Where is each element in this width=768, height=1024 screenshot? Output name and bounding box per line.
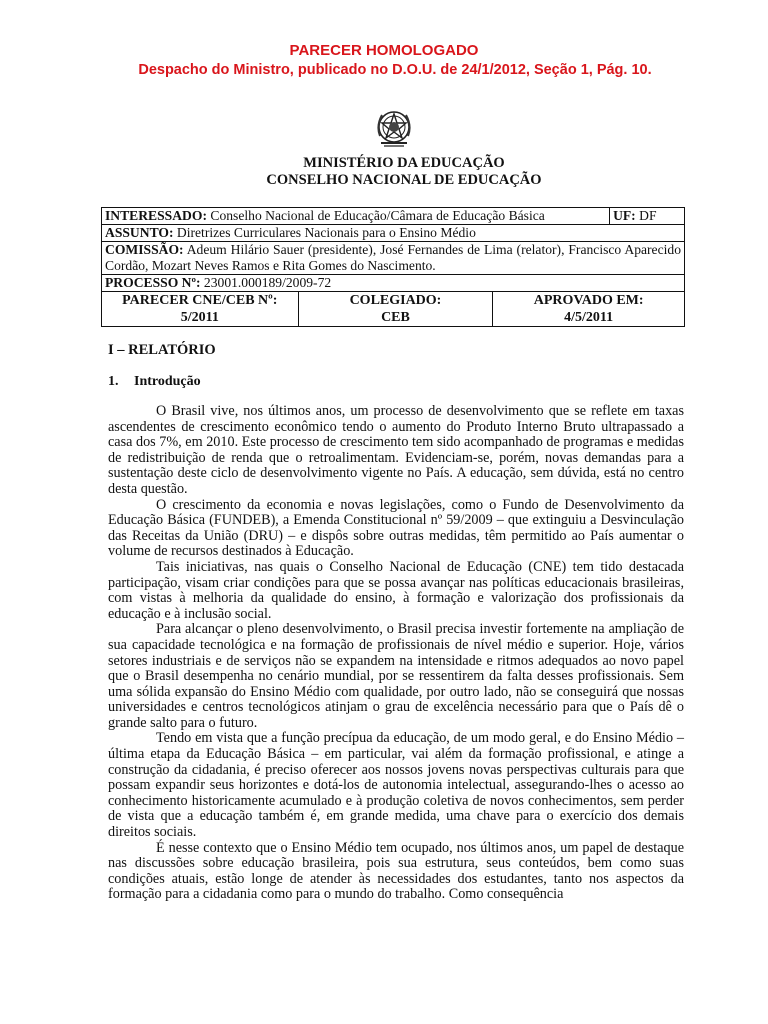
paragraph: O Brasil vive, nos últimos anos, um processo de desenvolvimento que se reflete em taxas ascendentes de crescimento econômico tendo o aumento do Produto Interno Bruto ultrapassado a casa dos 7%, em 2010. Este processo de crescimento tem sido acompanhado de programas e medidas de redistribuição de renda que o retroalimentam. Evidenciam-se, porém, novas demandas para a sustentação deste ciclo de desenvolvimento vigente no País. A educação, sem dúvida, está no centro desta questão. bbox=[108, 403, 684, 497]
uf-value: DF bbox=[639, 208, 657, 223]
aprovado-value: 4/5/2011 bbox=[564, 310, 614, 325]
process-info-table bbox=[101, 207, 685, 327]
section-title: I – RELATÓRIO bbox=[108, 342, 216, 358]
despacho-line: Despacho do Ministro, publicado no D.O.U. de 24/1/2012, Seção 1, Pág. 10. bbox=[138, 62, 652, 78]
interessado-row bbox=[102, 208, 685, 225]
uf-label: UF: bbox=[613, 208, 636, 223]
paragraph: Tais iniciativas, nas quais o Conselho Nacional de Educação (CNE) tem tido destacada participação, visam criar condições para que se possa avançar nas políticas educacionais brasileiras, com vistas à melhoria da qualidade do ensino, à formação e valorização dos profissionais da educação e à inclusão social. bbox=[108, 558, 684, 622]
processo-row bbox=[102, 275, 685, 292]
status-heading: PARECER HOMOLOGADO bbox=[289, 42, 479, 59]
institution-header bbox=[0, 155, 768, 189]
comissao-value: Adeum Hilário Sauer (presidente), José Fernandes de Lima (relator), Francisco Aparecido Cordão, Mozart Neves Ramos e Rita Gomes do Nascimento. bbox=[105, 242, 681, 273]
subsection-title: Introdução bbox=[134, 374, 201, 389]
parecer-value: 5/2011 bbox=[180, 310, 219, 325]
body-text bbox=[108, 404, 684, 903]
processo-label: PROCESSO Nº: bbox=[105, 275, 201, 290]
comissao-row bbox=[102, 242, 685, 275]
council-name: CONSELHO NACIONAL DE EDUCAÇÃO bbox=[266, 172, 542, 188]
processo-value: 23001.000189/2009-72 bbox=[203, 275, 332, 290]
colegiado-label: COLEGIADO: bbox=[349, 293, 442, 308]
paragraph: O crescimento da economia e novas legislações, como o Fundo de Desenvolvimento da Educação Básica (FUNDEB), a Emenda Constitucional nº 59/2009 – que extinguiu a Desvinculação das Receitas da União (DRU) – e dispôs sobre outras medidas, têm permitido ao País aumentar o volume de recursos destinados à Educação. bbox=[108, 496, 684, 560]
aprovado-label: APROVADO EM: bbox=[533, 293, 644, 308]
assunto-row bbox=[102, 225, 685, 242]
paragraph: Tendo em vista que a função precípua da educação, de um modo geral, e do Ensino Médio – última etapa da Educação Básica – em particular, vai além da formação profissional, e atinge a construção da cidadania, é preciso oferecer aos nossos jovens novas perspectivas culturais para que possam expandir seus horizontes e dotá-los de autonomia intelectual, assegurando-lhes o acesso ao conhecimento historicamente acumulado e à produção coletiva de novos conhecimentos, sem perder de vista que a educação também é, em grande medida, uma chave para o exercício dos demais direitos sociais. bbox=[108, 730, 684, 841]
interessado-value: Conselho Nacional de Educação/Câmara de Educação Básica bbox=[210, 208, 545, 223]
parecer-label: PARECER CNE/CEB Nº: bbox=[122, 293, 278, 308]
ministry-name: MINISTÉRIO DA EDUCAÇÃO bbox=[303, 155, 505, 171]
paragraph: É nesse contexto que o Ensino Médio tem ocupado, nos últimos anos, um papel de destaque nas discussões sobre educação brasileira, pois sua estrutura, seus conteúdos, bem como suas condições atuais, estão longe de atender às necessidades dos estudantes, tanto nos aspectos da formação para a cidadania como para o mundo do trabalho. Como consequência bbox=[108, 839, 684, 903]
coat-of-arms-emblem bbox=[372, 106, 416, 150]
summary-row bbox=[102, 292, 685, 327]
paragraph: Para alcançar o pleno desenvolvimento, o Brasil precisa investir fortemente na ampliação de sua capacidade tecnológica e na formação de profissionais de nível médio e superior. Hoje, vários setores industriais e de serviços não se expandem na intensidade e ritmos adequados ao novo papel que o Brasil desempenha no cenário mundial, por se ressentirem da falta desses profissionais. Sem uma sólida expansão do Ensino Médio com qualidade, por outro lado, não se conseguirá que nossas universidades e centros tecnológicos atinjam o grau de excelência necessário para que o País dê o grande salto para o futuro. bbox=[108, 621, 684, 731]
interessado-label: INTERESSADO: bbox=[105, 208, 207, 223]
comissao-label: COMISSÃO: bbox=[105, 242, 184, 257]
assunto-value: Diretrizes Curriculares Nacionais para o Ensino Médio bbox=[176, 225, 476, 240]
colegiado-value: CEB bbox=[381, 310, 410, 325]
assunto-label: ASSUNTO: bbox=[105, 225, 174, 240]
subsection-number: 1. bbox=[108, 374, 119, 389]
subsection-heading bbox=[108, 374, 201, 390]
